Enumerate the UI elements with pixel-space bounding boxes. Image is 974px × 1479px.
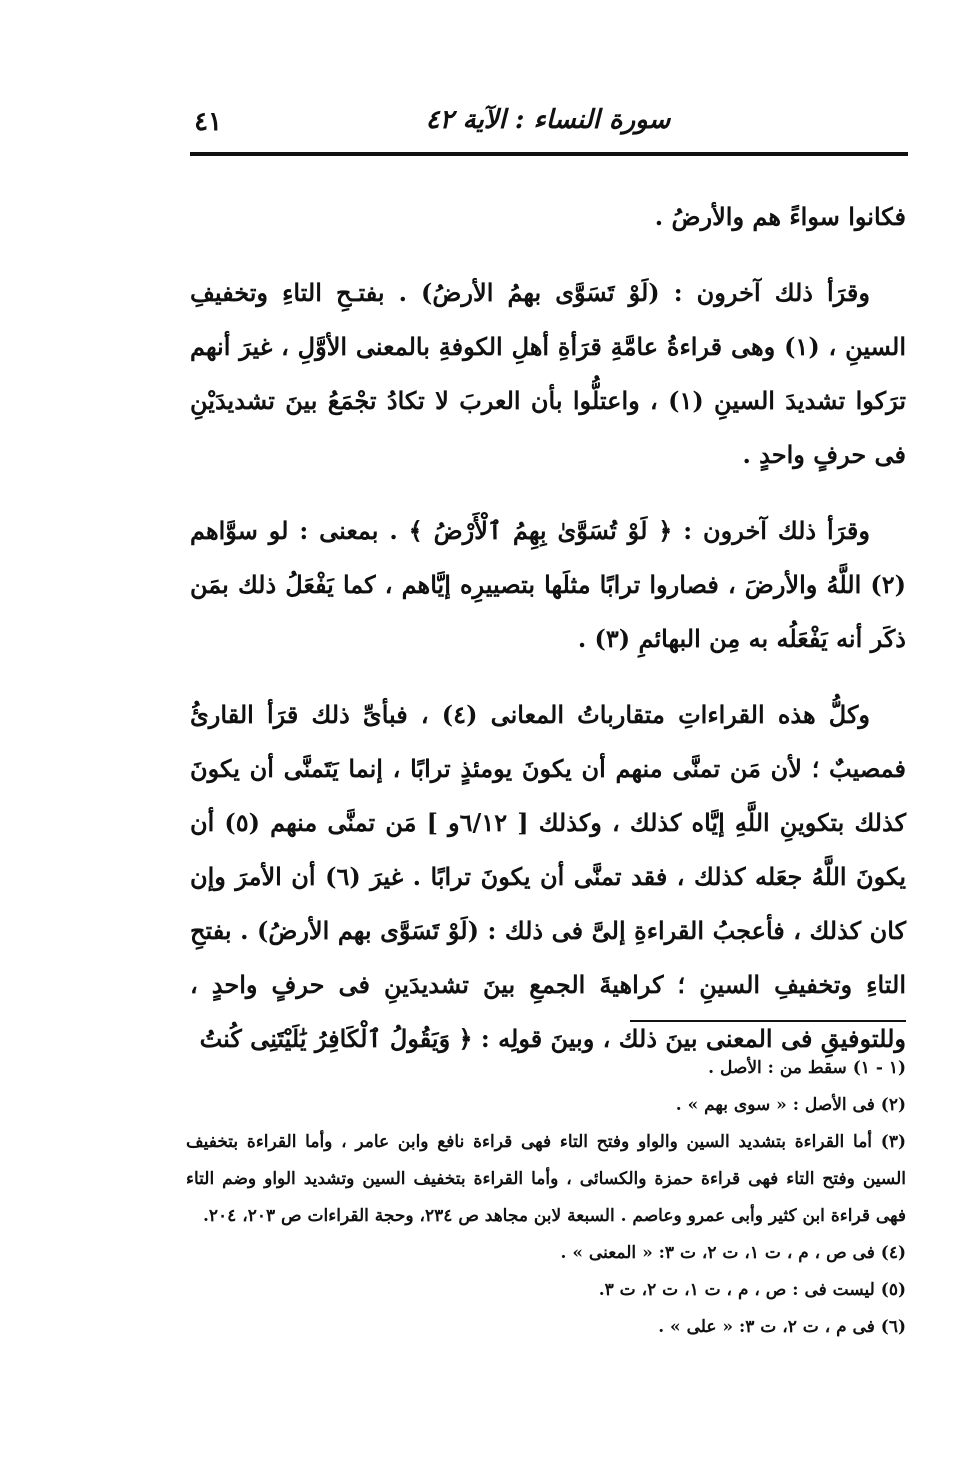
footnotes bbox=[186, 1050, 906, 1346]
paragraph-2: وقرَأ ذلك آخرون : (لَوْ تَسَوَّى بهمُ الأرضُ) . بفتـحِ التاءِ وتخفيفِ السينِ ، (١) وهى قراءةُ عامَّةِ قرَأةِ أهلِ الكوفةِ بالمعنى الأوَّلِ ، غيرَ أنهم ترَكوا تشديدَ السينِ (١) ، واعتلُّوا بأن العربَ لا تكادُ تجْمَعُ بينَ تشديدَيْنِ فى حرفٍ واحدٍ . bbox=[190, 278, 907, 469]
footnote-rule bbox=[630, 1020, 906, 1022]
running-title: سورة النساء : الآية ٤٢ bbox=[425, 105, 671, 135]
paragraph-3: وقرَأ ذلك آخرون : ﴿ لَوْ تُسَوَّىٰ بِهِمُ ٱلْأَرْضُ ﴾ . بمعنى : لو سوَّاهم (٢) اللَّهُ والأرضَ ، فصاروا ترابًا مثلَها بتصييرِه إيَّاهم ، كما يَفْعَلُ ذلك بمَن ذكَر أنه يَفْعَلُه به مِن البهائمِ (٣) . bbox=[190, 516, 906, 653]
header-rule bbox=[190, 152, 908, 156]
main-text bbox=[190, 190, 906, 1088]
footnote-5: (٥) ليست فى : ص ، م ، ت ١، ت ٢، ت ٣. bbox=[598, 1280, 906, 1300]
paragraph-4: وكلُّ هذه القراءاتِ متقارباتُ المعانى (٤) ، فبأىِّ ذلك قرَأ القارئُ فمصيبٌ ؛ لأن مَن تمنَّى منهم أن يكونَ يومئذٍ ترابًا ، إنما يَتَمنَّى أن يكونَ كذلك بتكوينِ اللَّهِ إيَّاه كذلك ، وكذلك [ ٦/١٢و ] مَن تمنَّى منهم (٥) أن يكونَ اللَّهُ جعَله كذلك ، فقد تمنَّى أن يكونَ ترابًا . غيرَ (٦) أن الأمرَ وإن كان كذلك ، فأعجبُ القراءةِ إلىَّ فى ذلك : (لَوْ تَسَوَّى بهم الأرضُ) . بفتحِ التاءِ وتخفيفِ السينِ ؛ كراهيةَ الجمعِ بينَ تشديدَينِ فى حرفٍ واحدٍ ، وللتوفيقِ فى المعنى بينَ ذلك ، وبينَ قولِه : ﴿ وَيَقُولُ ٱلْكَافِرُ يَٰلَيْتَنِى كُنتُ bbox=[190, 700, 907, 1053]
page-header bbox=[190, 95, 906, 155]
paragraph-1: فكانوا سواءً هم والأرضُ . bbox=[654, 202, 906, 231]
footnote-6: (٦) فى م ، ت ٢، ت ٣: « على » . bbox=[658, 1317, 906, 1337]
footnote-2: (٢) فى الأصل : « سوى بهم » . bbox=[675, 1095, 906, 1115]
footnote-4: (٤) فى ص ، م ، ت ١، ت ٢، ت ٣: « المعنى » . bbox=[560, 1243, 906, 1263]
page-number: ٤١ bbox=[194, 107, 222, 137]
footnote-1: (١ - ١) سقط من : الأصل . bbox=[708, 1058, 906, 1078]
footnote-3: (٣) أما القراءة بتشديد السين والواو وفتح التاء فهى قراءة نافع وابن عامر ، وأما القراءة بتخفيف السين وفتح التاء فهى قراءة حمزة والكسائى ، وأما القراءة بتخفيف السين وتشديد الواو وضم التاء فهى قراءة ابن كثير وأبى عمرو وعاصم . السبعة لابن مجاهد ص ٢٣٤، وحجة القراءات ص ٢٠٣، ٢٠٤. bbox=[186, 1132, 906, 1226]
